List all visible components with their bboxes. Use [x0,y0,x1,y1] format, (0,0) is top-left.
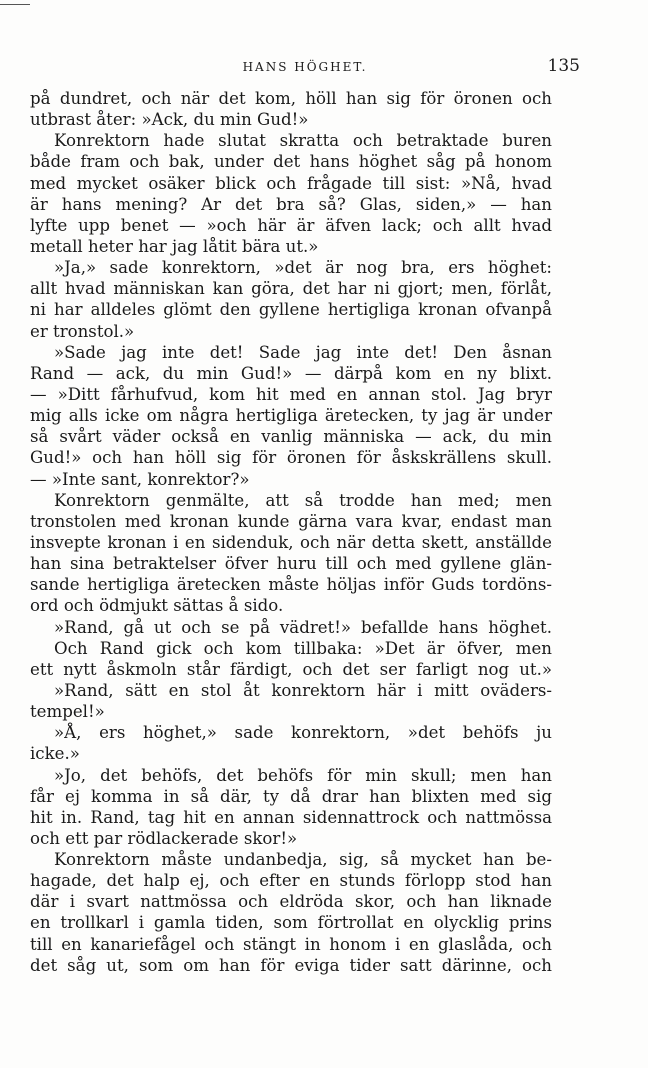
text-line: — »Ditt fårhufvud, kom hit med en annan stol. Jag bryr [30,384,552,404]
text-line: mig alls icke om några hertigliga äretecken, ty jag är under [30,406,552,426]
text-line: er tronstol.» [30,321,135,341]
text-line: »Jo, det behöfs, det behöfs för min skull; men han [54,765,552,785]
text-line: till en kanariefågel och stängt in honom i en glaslåda, och [30,934,552,954]
text-line: får ej komma in så där, ty då drar han blixten med sig [30,786,552,806]
text-line: är hans mening? Ar det bra så? Glas, siden,» — han [30,194,552,214]
text-line: metall heter har jag låtit bära ut.» [30,236,319,256]
text-line: »Rand, gå ut och se på vädret!» befallde hans höghet. [54,617,552,637]
text-line: Konrektorn genmälte, att så trodde han med; men [54,490,552,510]
text-line: »Rand, sätt en stol åt konrektorn här i mitt oväders- [54,680,552,700]
text-line: så svårt väder också en vanlig människa — ack, du min [30,427,552,447]
text-line: icke.» [30,744,80,764]
text-line: utbrast åter: »Ack, du min Gud!» [30,110,309,130]
body-text [30,88,552,976]
text-line: det såg ut, som om han för eviga tider satt därinne, och [30,955,552,975]
text-line: tempel!» [30,702,105,722]
text-line: med mycket osäker blick och frågade till sist: »Nå, hvad [30,173,552,193]
page-header [30,56,580,80]
text-line: sande hertigliga äretecken måste höljas inför Guds tordöns- [30,575,552,595]
text-line: hagade, det halp ej, och efter en stunds förlopp stod han [30,871,552,891]
text-line: Gud!» och han höll sig för öronen för åskskrällens skull. [30,448,552,468]
text-line: Rand — ack, du min Gud!» — därpå kom en ny blixt. [30,363,552,383]
text-line: »Sade jag inte det! Sade jag inte det! Den åsnan [54,342,552,362]
text-line: allt hvad människan kan göra, det har ni gjort; men, förlåt, [30,279,552,299]
page-number: 135 [547,56,580,76]
text-line: Konrektorn hade slutat skratta och betraktade buren [54,131,552,151]
text-line: ni har alldeles glömt den gyllene hertigliga kronan ofvanpå [30,300,552,320]
text-line: där i svart nattmössa och eldröda skor, och han liknade [30,892,552,912]
text-line: Konrektorn måste undanbedja, sig, så mycket han be- [54,850,552,870]
text-line: ord och ödmjukt sättas å sido. [30,596,284,616]
text-line: han sina betraktelser öfver huru till och med gyllene glän- [30,554,552,574]
text-line: både fram och bak, under det hans höghet såg på honom [30,152,552,172]
text-line: »Ja,» sade konrektorn, »det är nog bra, ers höghet: [54,258,552,278]
text-line: Och Rand gick och kom tillbaka: »Det är öfver, men [54,638,552,658]
text-line: tronstolen med kronan kunde gärna vara kvar, endast man [30,511,552,531]
text-line: hit in. Rand, tag hit en annan sidennattrock och nattmössa [30,807,552,827]
running-title: HANS HÖGHET. [242,60,368,74]
text-line: en trollkarl i gamla tiden, som förtrollat en olycklig prins [30,913,552,933]
text-line: »Å, ers höghet,» sade konrektorn, »det behöfs ju [54,723,552,743]
text-line: ett nytt åskmoln står färdigt, och det ser farligt nog ut.» [30,659,552,679]
text-line: insvepte kronan i en sidenduk, och när detta skett, anställde [30,532,552,552]
text-line: på dundret, och när det kom, höll han sig för öronen och [30,89,552,108]
text-line: — »Inte sant, konrektor?» [30,469,250,489]
page-edge-mark [0,4,30,5]
text-line: lyfte upp benet — »och här är äfven lack; och allt hvad [30,215,552,235]
text-line: och ett par rödlackerade skor!» [30,828,298,848]
